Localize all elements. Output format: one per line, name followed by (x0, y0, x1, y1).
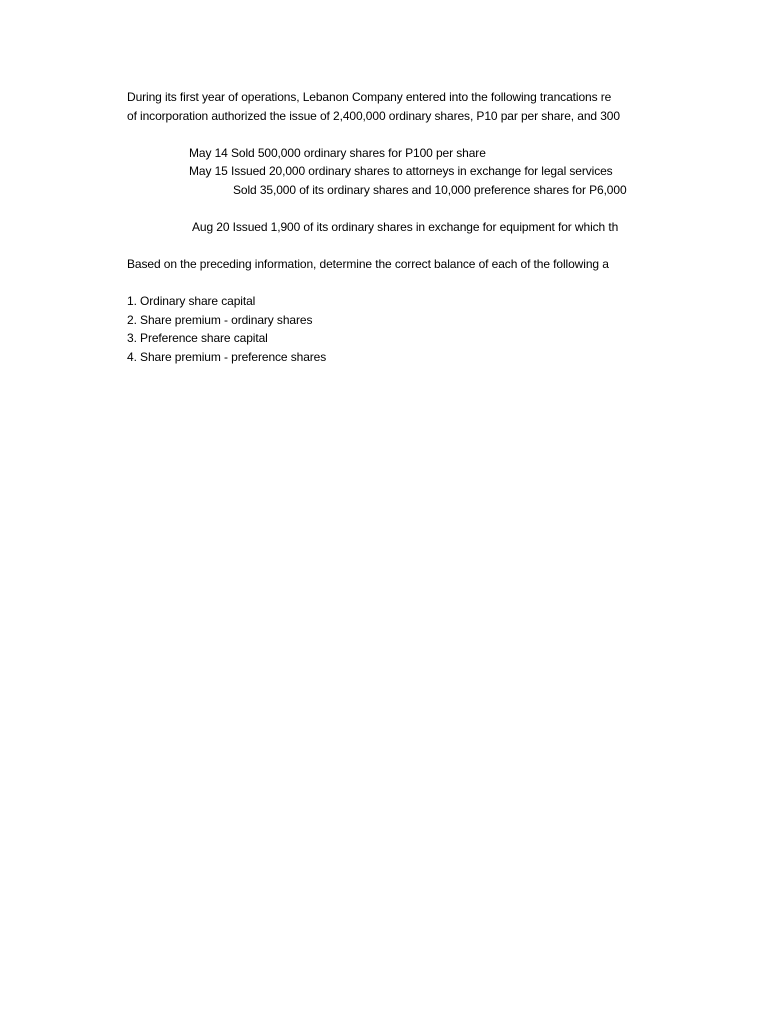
intro-line-1: During its first year of operations, Lebanon Company entered into the following trancations re (127, 90, 612, 104)
transaction-may-14: May 14 Sold 500,000 ordinary shares for P100 per share (189, 146, 486, 160)
transaction-may-15: May 15 Issued 20,000 ordinary shares to attorneys in exchange for legal services (189, 164, 613, 178)
list-item-share-premium-ordinary: 2. Share premium - ordinary shares (127, 313, 313, 327)
list-item-ordinary-share-capital: 1. Ordinary share capital (127, 294, 256, 308)
list-item-preference-share-capital: 3. Preference share capital (127, 331, 268, 345)
transaction-aug-20: Aug 20 Issued 1,900 of its ordinary shares in exchange for equipment for which th (192, 220, 619, 234)
intro-line-2: of incorporation authorized the issue of 2,400,000 ordinary shares, P10 par per share, and 300 (127, 109, 620, 123)
instruction-line: Based on the preceding information, determine the correct balance of each of the following a (127, 257, 609, 271)
transaction-sold-35000: Sold 35,000 of its ordinary shares and 10,000 preference shares for P6,000 (233, 183, 627, 197)
list-item-share-premium-preference: 4. Share premium - preference shares (127, 350, 327, 364)
